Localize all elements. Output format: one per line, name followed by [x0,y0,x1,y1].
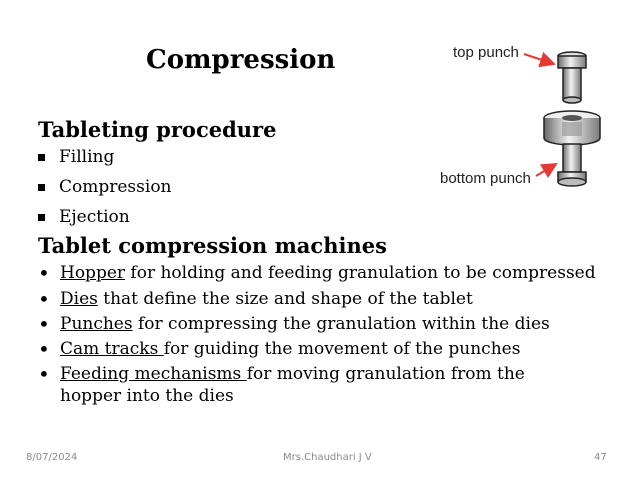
top-punch-label: top punch [453,44,519,61]
term-hopper: Hopper [60,263,126,283]
square-bullet-icon [38,214,45,221]
bottom-punch-arrow [536,164,556,176]
top-punch-shape [558,52,586,103]
list-item [38,338,618,360]
bullet-icon: • [38,261,50,285]
tablet-machines-heading: Tablet compression machines [38,233,387,258]
tableting-procedure-heading: Tableting procedure [38,117,277,142]
desc-punches: for compressing the granulation within the dies [132,314,550,334]
footer-date: 8/07/2024 [26,452,78,463]
square-bullet-icon [38,184,45,191]
bullet-icon: • [38,362,50,386]
desc-dies: that define the size and shape of the tablet [97,289,473,309]
footer-author: Mrs.Chaudhari J V [283,452,372,463]
bottom-punch-label: bottom punch [440,170,531,187]
term-feeding-mechanisms: Feeding mechanisms [60,364,247,384]
bullet-icon: • [38,287,50,311]
bullet-icon: • [38,337,50,361]
term-punches: Punches [60,314,133,334]
list-item [38,288,618,310]
list-item [38,262,618,284]
list-item [38,176,172,198]
slide-title: Compression [146,45,336,75]
bullet-icon: • [38,312,50,336]
term-dies: Dies [60,289,98,309]
bottom-punch-shape [558,144,586,186]
term-cam-tracks: Cam tracks [60,339,164,359]
list-item [38,146,114,168]
procedure-item-ejection: Ejection [59,207,130,227]
punch-illustration [520,44,610,194]
desc-cam-tracks: for guiding the movement of the punches [163,339,521,359]
desc-feeding-mechanisms: for moving granulation from the hopper into the dies [60,364,525,406]
procedure-item-compression: Compression [59,177,172,197]
top-punch-arrow [524,54,554,64]
list-item [38,313,618,335]
list-item [38,206,130,228]
desc-hopper: for holding and feeding granulation to be compressed [125,263,596,283]
footer-page-number: 47 [594,452,607,463]
square-bullet-icon [38,154,45,161]
die-shape [544,111,600,145]
procedure-item-filling: Filling [59,147,115,167]
list-item [38,363,558,407]
